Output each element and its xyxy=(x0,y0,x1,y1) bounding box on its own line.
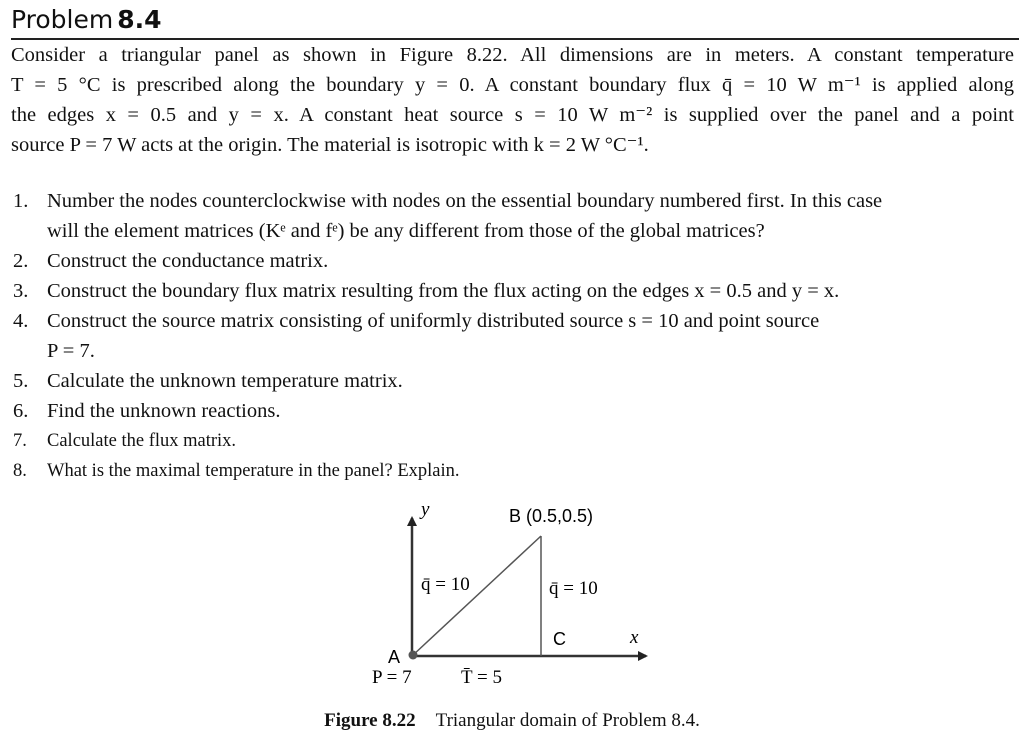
question-number: 4. xyxy=(13,310,29,332)
statement-line: the edges x = 0.5 and y = x. A constant heat source s = 10 W m⁻² is supplied over the panel and a point xyxy=(11,104,1014,126)
problem-label: Problem xyxy=(11,5,114,34)
problem-number: 8.4 xyxy=(117,5,162,34)
question-text: Calculate the unknown temperature matrix. xyxy=(47,370,403,392)
flux-hypotenuse-label: q̄ = 10 xyxy=(421,574,470,595)
question-number: 3. xyxy=(13,280,29,302)
question-text: Construct the boundary flux matrix resulting from the flux acting on the edges x = 0.5 and y = x. xyxy=(47,280,840,302)
node-c-label: C xyxy=(553,629,566,649)
figure-caption xyxy=(0,708,1024,734)
question-text: will the element matrices (Kᵉ and fᵉ) be any different from those of the global matrices? xyxy=(47,220,765,242)
statement-line: source P = 7 W acts at the origin. The material is isotropic with k = 2 W °C⁻¹. xyxy=(11,134,649,156)
x-axis-label: x xyxy=(630,627,639,648)
question-text: Construct the conductance matrix. xyxy=(47,250,329,272)
statement-line: T = 5 °C is prescribed along the boundary y = 0. A constant boundary flux q̄ = 10 W m⁻¹ is applied along xyxy=(11,74,1014,96)
node-a-label: A xyxy=(388,647,401,667)
hypotenuse-edge xyxy=(412,536,541,656)
node-b-label: B (0.5,0.5) xyxy=(509,506,594,526)
caption-number: Figure 8.22 xyxy=(324,710,416,731)
y-axis-label: y xyxy=(421,499,430,520)
temperature-label: T̄ = 5 xyxy=(461,667,502,688)
statement-line: Consider a triangular panel as shown in Figure 8.22. All dimensions are in meters. A constant temperature xyxy=(11,44,1014,66)
node-a-dot xyxy=(409,651,418,660)
question-number: 1. xyxy=(13,190,29,212)
question-text: Number the nodes counterclockwise with nodes on the essential boundary numbered first. In this case xyxy=(47,190,883,212)
question-number: 5. xyxy=(13,370,29,392)
question-text: Calculate the flux matrix. xyxy=(47,431,237,451)
question-text: What is the maximal temperature in the panel? Explain. xyxy=(47,461,460,481)
question-number: 6. xyxy=(13,400,29,422)
flux-right-label: q̄ = 10 xyxy=(549,578,598,599)
question-number: 8. xyxy=(13,461,27,481)
point-source-label: P = 7 xyxy=(372,667,412,688)
question-text: P = 7. xyxy=(47,340,95,362)
question-text: Find the unknown reactions. xyxy=(47,400,281,422)
caption-text: Triangular domain of Problem 8.4. xyxy=(435,710,700,731)
question-text: Construct the source matrix consisting of uniformly distributed source s = 10 and point source xyxy=(47,310,820,332)
question-number: 7. xyxy=(13,431,27,451)
question-number: 2. xyxy=(13,250,29,272)
